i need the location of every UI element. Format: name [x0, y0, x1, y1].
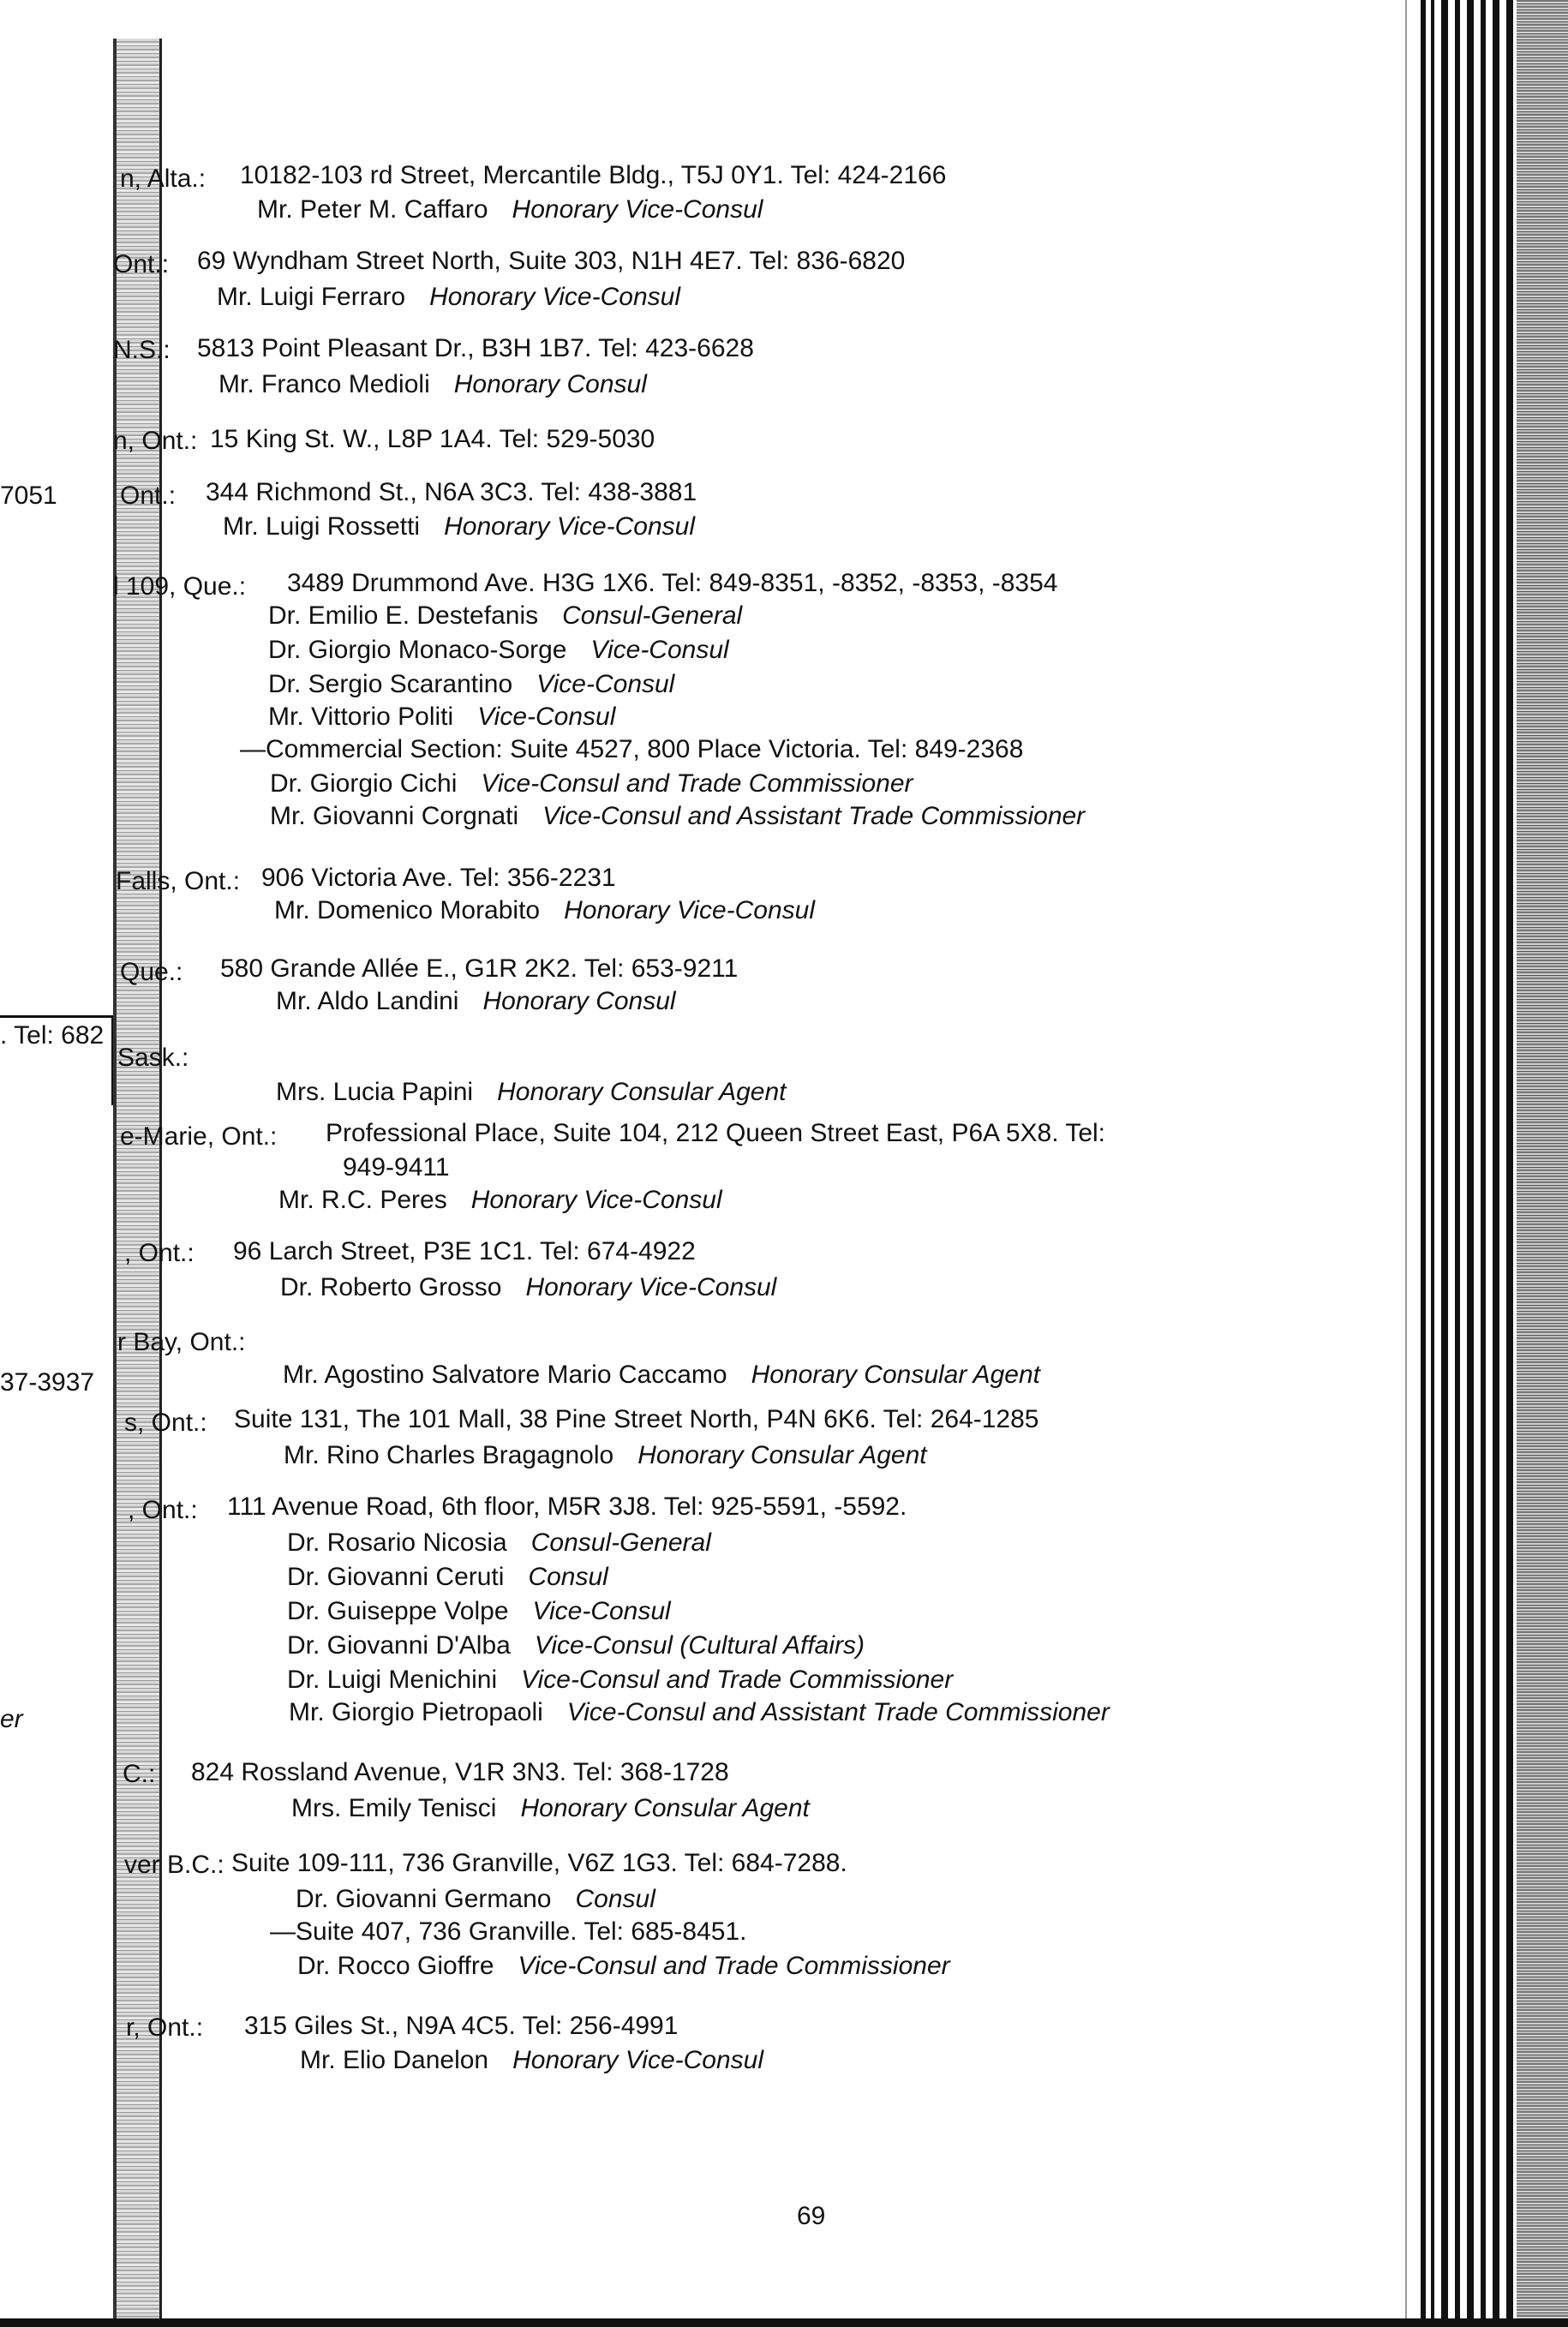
city-label: r, Ont.: — [126, 2013, 204, 2042]
person-title: Vice-Consul and Assistant Trade Commissioner — [566, 1698, 1110, 1726]
person-row — [278, 1186, 722, 1215]
person-row — [287, 1528, 711, 1558]
entry-address: Suite 131, The 101 Mall, 38 Pine Street North, P4N 6K6. Tel: 264-1285 — [234, 1405, 1039, 1433]
city-label: N.S.: — [113, 336, 171, 364]
person-row — [291, 1794, 810, 1823]
person-title: Vice-Consul and Trade Commissioner — [481, 769, 913, 798]
person-title: Honorary Consul — [453, 370, 647, 398]
city-label: Sask.: — [117, 1044, 189, 1072]
person-title: Vice-Consul — [532, 1597, 671, 1625]
entry-address: 15 King St. W., L8P 1A4. Tel: 529-5030 — [210, 425, 655, 453]
entry-address: 315 Giles St., N9A 4C5. Tel: 256-4991 — [244, 2012, 679, 2040]
person-row — [287, 1597, 671, 1626]
person-name: Dr. Giorgio Cichi — [270, 769, 458, 798]
person-name: Mrs. Emily Tenisci — [291, 1794, 497, 1822]
city-label: l 109, Que.: — [113, 572, 247, 601]
bottom-edge — [0, 2318, 1568, 2327]
entry-address: 580 Grande Allée E., G1R 2K2. Tel: 653-9211 — [220, 954, 739, 983]
city-label: Falls, Ont.: — [116, 867, 241, 895]
person-name: Dr. Sergio Scarantino — [268, 670, 513, 698]
entry-address: 5813 Point Pleasant Dr., B3H 1B7. Tel: 423-6628 — [197, 334, 754, 362]
left-fragment: er — [0, 1705, 23, 1733]
person-name: Mrs. Lucia Papini — [276, 1078, 474, 1106]
person-title: Vice-Consul and Trade Commissioner — [521, 1666, 954, 1694]
person-name: Dr. Giovanni D'Alba — [287, 1631, 511, 1660]
person-title: Honorary Consular Agent — [637, 1441, 927, 1469]
section-line: —Commercial Section: Suite 4527, 800 Place Victoria. Tel: 849-2368 — [240, 735, 1024, 763]
entry-address: Suite 109-111, 736 Granville, V6Z 1G3. Tel: 684-7288. — [231, 1849, 847, 1877]
person-title: Honorary Consul — [482, 987, 676, 1015]
person-name: Mr. Franco Medioli — [218, 370, 430, 398]
person-name: Mr. Giovanni Corgnati — [270, 802, 519, 830]
person-title: Honorary Vice-Consul — [525, 1273, 777, 1301]
person-row — [223, 512, 695, 541]
person-row — [268, 636, 729, 665]
person-title: Consul-General — [562, 601, 743, 630]
person-row — [268, 703, 615, 732]
facing-page-remnant — [0, 0, 111, 2327]
person-name: Dr. Emilio E. Destefanis — [268, 601, 539, 630]
entry-address: 96 Larch Street, P3E 1C1. Tel: 674-4922 — [233, 1237, 696, 1265]
person-row — [274, 896, 815, 925]
person-title: Honorary Vice-Consul — [512, 195, 763, 224]
section-line: —Suite 407, 736 Granville. Tel: 685-8451. — [270, 1917, 747, 1946]
person-name: Dr. Rosario Nicosia — [287, 1528, 507, 1557]
person-row — [217, 283, 680, 312]
person-name: Mr. R.C. Peres — [278, 1186, 447, 1214]
page-number: 69 — [797, 2202, 826, 2230]
left-fragment: 37-3937 — [0, 1368, 95, 1397]
address-continuation: 949-9411 — [343, 1153, 450, 1181]
book-gutter — [113, 39, 162, 2327]
entry-address: 3489 Drummond Ave. H3G 1X6. Tel: 849-8351, -8352, -8353, -8354 — [287, 569, 1058, 597]
city-label: Que.: — [120, 958, 183, 986]
person-title: Vice-Consul — [477, 703, 616, 731]
person-title: Vice-Consul and Assistant Trade Commissioner — [542, 802, 1086, 830]
left-fragment: . Tel: 682 — [0, 1021, 105, 1050]
person-row — [287, 1631, 865, 1660]
city-label: s, Ont.: — [124, 1409, 207, 1437]
person-title: Honorary Vice-Consul — [512, 2046, 764, 2074]
city-label: e-Marie, Ont.: — [120, 1122, 278, 1151]
person-name: Mr. Giorgio Pietropaoli — [289, 1698, 543, 1726]
person-row — [268, 601, 742, 631]
person-row — [289, 1698, 1110, 1727]
person-row — [268, 670, 674, 699]
person-name: Mr. Rino Charles Bragagnolo — [284, 1441, 614, 1469]
person-name: Dr. Giovanni Germano — [296, 1885, 552, 1913]
person-title: Honorary Vice-Consul — [444, 512, 696, 541]
person-name: Mr. Vittorio Politi — [268, 703, 454, 731]
person-name: Dr. Guiseppe Volpe — [287, 1597, 509, 1625]
city-label: Ont.: — [113, 250, 170, 278]
entry-address: 906 Victoria Ave. Tel: 356-2231 — [261, 864, 616, 892]
city-label: n, Alta.: — [120, 165, 206, 193]
person-row — [284, 1441, 927, 1470]
city-label: C.: — [123, 1760, 156, 1788]
entry-address: Professional Place, Suite 104, 212 Queen Street East, P6A 5X8. Tel: — [326, 1119, 1106, 1147]
person-name: Mr. Luigi Ferraro — [217, 283, 406, 311]
person-name: Dr. Luigi Menichini — [287, 1666, 498, 1694]
entry-address: 111 Avenue Road, 6th floor, M5R 3J8. Tel: 925-5591, -5592. — [227, 1493, 907, 1521]
person-row — [270, 802, 1085, 831]
person-title: Consul-General — [530, 1528, 711, 1557]
entry-address: 69 Wyndham Street North, Suite 303, N1H 4E7. Tel: 836-6820 — [197, 247, 906, 275]
person-title: Consul — [575, 1885, 655, 1913]
person-name: Mr. Domenico Morabito — [274, 896, 541, 924]
left-fragment: 7051 — [0, 482, 57, 510]
person-row — [296, 1885, 655, 1914]
person-name: Dr. Roberto Grosso — [280, 1273, 502, 1301]
person-name: Mr. Luigi Rossetti — [223, 512, 421, 541]
frame-line — [0, 1015, 113, 1018]
person-name: Mr. Aldo Landini — [276, 987, 459, 1015]
person-name: Dr. Rocco Gioffre — [297, 1952, 494, 1980]
person-title: Honorary Consular Agent — [497, 1078, 787, 1106]
book-edge-stripes — [1405, 0, 1568, 2327]
person-row — [300, 2046, 763, 2075]
city-label: r Bay, Ont.: — [117, 1328, 246, 1356]
person-title: Vice-Consul (Cultural Affairs) — [534, 1631, 865, 1660]
person-name: Mr. Peter M. Caffaro — [257, 195, 488, 224]
person-title: Vice-Consul — [536, 670, 675, 698]
person-name: Mr. Elio Danelon — [300, 2046, 489, 2074]
city-label: n, Ont.: — [113, 427, 198, 455]
city-label: Ont.: — [120, 482, 177, 510]
entry-address: 10182-103 rd Street, Mercantile Bldg., T5J 0Y1. Tel: 424-2166 — [240, 161, 947, 189]
person-row — [287, 1563, 608, 1592]
person-name: Dr. Giorgio Monaco-Sorge — [268, 636, 567, 664]
directory-page — [113, 146, 1384, 2245]
person-row — [218, 370, 647, 399]
entry-address: 824 Rossland Avenue, V1R 3N3. Tel: 368-1728 — [191, 1758, 729, 1786]
person-title: Vice-Consul and Trade Commissioner — [518, 1952, 950, 1980]
person-row — [283, 1361, 1040, 1390]
person-row — [280, 1273, 776, 1302]
person-title: Honorary Consular Agent — [751, 1361, 1040, 1389]
person-row — [270, 769, 913, 799]
city-label: , Ont.: — [124, 1239, 195, 1267]
person-title: Honorary Consular Agent — [520, 1794, 810, 1822]
person-title: Honorary Vice-Consul — [564, 896, 816, 924]
person-title: Honorary Vice-Consul — [429, 283, 680, 311]
entry-address: 344 Richmond St., N6A 3C3. Tel: 438-3881 — [206, 478, 697, 506]
person-row — [276, 1078, 787, 1107]
person-row — [276, 987, 676, 1016]
city-label: , Ont.: — [128, 1496, 198, 1524]
person-name: Mr. Agostino Salvatore Mario Caccamo — [283, 1361, 727, 1389]
person-row — [287, 1666, 953, 1695]
person-title: Honorary Vice-Consul — [470, 1186, 722, 1214]
person-title: Consul — [528, 1563, 608, 1591]
person-name: Dr. Giovanni Ceruti — [287, 1563, 505, 1591]
city-label: ver B.C.: — [124, 1851, 224, 1879]
person-row — [257, 195, 763, 224]
person-row — [297, 1952, 950, 1981]
person-title: Vice-Consul — [590, 636, 729, 664]
